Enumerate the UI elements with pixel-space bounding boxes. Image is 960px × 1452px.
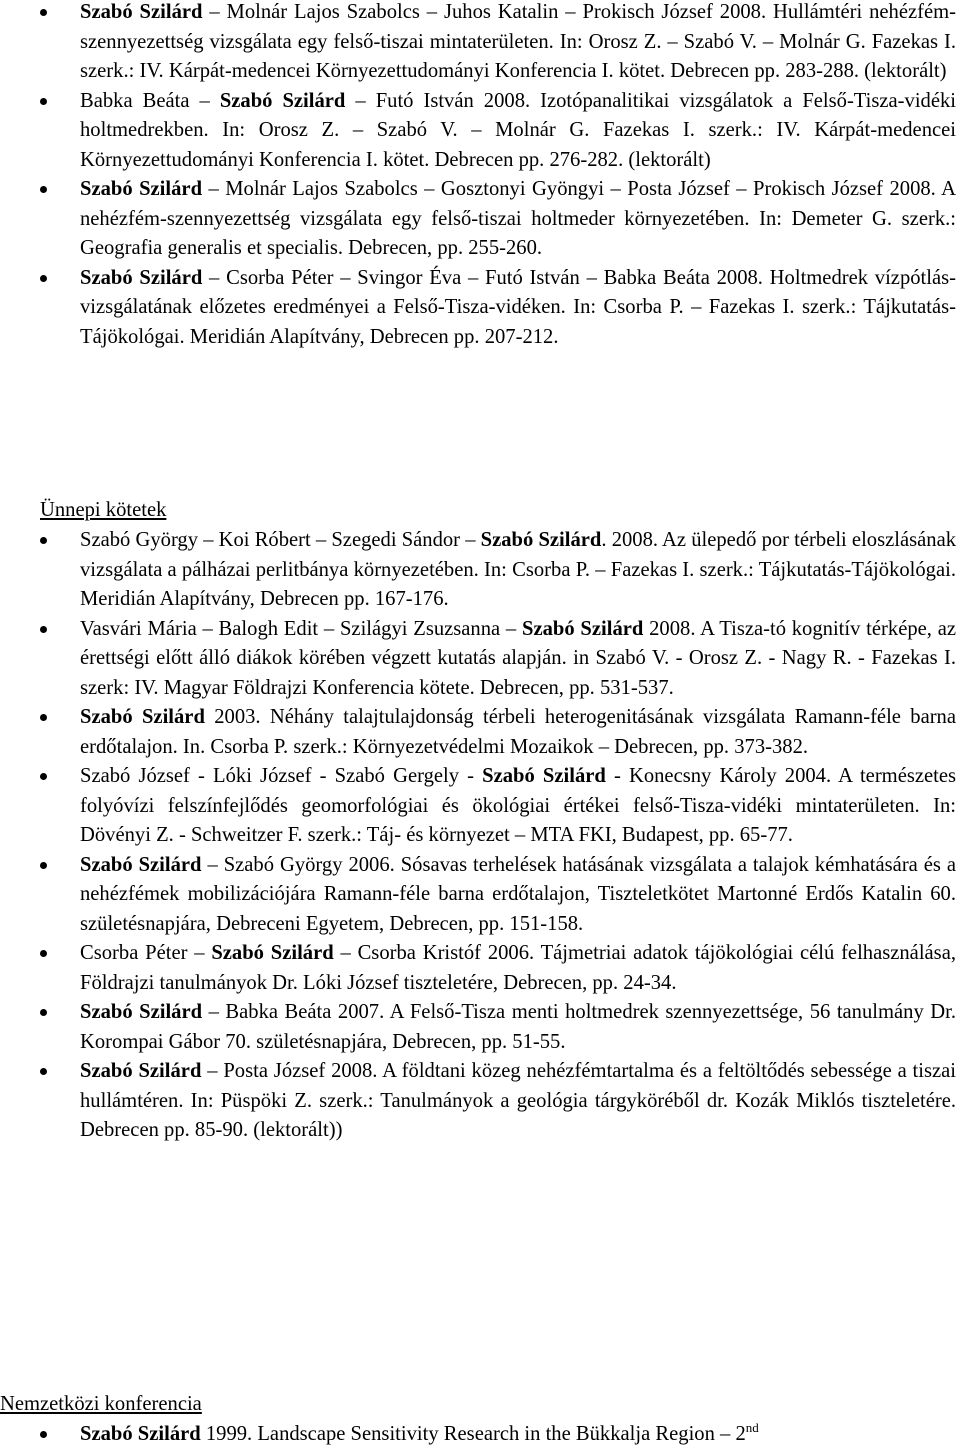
list-item	[0, 615, 960, 704]
list-item	[0, 939, 960, 998]
ordinal-suffix: nd	[745, 1420, 759, 1435]
reference-text: – Futó István 2008. Izotópanalitikai vizsgálatok a Felső-Tisza-vidéki holtmedrekben. In: Orosz Z. – Szabó V. – Molnár G. Fazekas I. szerk.: IV. Kárpát-medencei Környezettudományi Konferencia I. kötet. Debrecen pp. 276-282. (lektorált)	[80, 89, 957, 171]
author-name: Szabó Szilárd	[211, 942, 334, 964]
reference-text: 2008. A Tisza-tó kognitív térképe, az érettségi előtt álló diákok körében végzett kutatás alapján. in Szabó V. - Orosz Z. - Nagy R. - Fazekas I. szerk: IV. Magyar Földrajzi Konferencia kötete. Debrecen, pp. 531-537.	[80, 617, 956, 699]
reference-text: – Molnár Lajos Szabolcs – Gosztonyi Gyöngyi – Posta József – Prokisch József 2008. A nehézfém-szennyezettség vizsgálata egy felső-tiszai holtmeder környezetében. In: Demeter G. szerk.: Geografia generalis et specialis. Debrecen, pp. 255-260.	[80, 178, 957, 259]
author-name: Szabó Szilárd	[80, 1001, 203, 1023]
author-name: Szabó Szilárd	[80, 853, 202, 876]
reference-text: – Csorba Péter – Svingor Éva – Futó István – Babka Beáta 2008. Holtmedrek vízpótlás-vizsgálatának előzetes eredményei a Felső-Tisza-vidéken. In: Csorba P. – Fazekas I. szerk.: Tájkutatás-Tájökológai. Meridián Alapítvány, Debrecen pp. 207-212.	[80, 266, 956, 348]
list-item	[0, 87, 960, 176]
reference-coauthors: Szabó György – Koi Róbert – Szegedi Sándor –	[80, 529, 481, 551]
list-item	[0, 175, 960, 264]
author-name: Szabó Szilárd	[522, 617, 644, 640]
list-item	[0, 703, 960, 762]
list-item	[0, 851, 960, 940]
reference-text: – Szabó György 2006. Sósavas terhelések hatásának vizsgálata a talajok kémhatására és a nehézfémek mobilizációjára Ramann-féle barna erdőtalajon, Tiszteletkötet Martonné Erdős Katalin 60. születésnapjára, Debreceni Egyetem, Debrecen, pp. 151-158.	[80, 853, 957, 935]
reference-list-festschrift	[0, 526, 960, 1146]
reference-text: - Konecsny Károly 2004. A természetes folyóvízi felszínfejlődés geomorfológiai és ökológiai értékei felső-Tisza-vidéki mintaterületen. In: Dövényi Z. - Schweitzer F. szerk.: Táj- és környezet – MTA FKI, Budapest, pp. 65-77.	[80, 765, 957, 846]
reference-coauthors: Vasvári Mária – Balogh Edit – Szilágyi Zsuzsanna –	[80, 617, 523, 640]
reference-text: 1999. Landscape Sensitivity Research in the Bükkalja Region – 2	[200, 1423, 746, 1445]
section-heading-international-conference: Nemzetközi konferencia	[0, 1393, 202, 1415]
reference-text: . 2008. Az ülepedő por térbeli eloszlásának vizsgálata a pálházai perlitbánya környezetében. In: Csorba P. – Fazekas I. szerk.: Tájkutatás-Tájökológai. Meridián Alapítvány, Debrecen pp. 167-176.	[80, 529, 957, 610]
reference-text: – Posta József 2008. A földtani közeg nehézfémtartalma és a feltöltődés sebessége a tiszai hullámtéren. In: Püspöki Z. szerk.: Tanulmányok a geológia tárgyköréből dr. Kozák Miklós tiszteletére. Debrecen pp. 85-90. (lektorált))	[80, 1060, 957, 1141]
author-name: Szabó Szilárd	[80, 266, 203, 289]
reference-coauthors: Babka Beáta –	[80, 89, 220, 112]
section-heading-festschrift: Ünnepi kötetek	[40, 499, 167, 521]
list-item	[0, 762, 960, 851]
author-name: Szabó Szilárd	[80, 1060, 202, 1082]
author-name: Szabó Szilárd	[80, 178, 203, 200]
reference-text: – Babka Beáta 2007. A Felső-Tisza menti holtmedrek szennyezettsége, 56 tanulmány Dr. Korompai Gábor 70. születésnapjára, Debrecen, pp. 51-55.	[80, 1001, 956, 1053]
list-item	[0, 264, 960, 353]
author-name: Szabó Szilárd	[80, 1, 203, 23]
list-item	[0, 526, 960, 615]
list-item	[0, 998, 960, 1057]
reference-list-international	[0, 1420, 960, 1450]
author-name: Szabó Szilárd	[80, 1423, 201, 1445]
author-name: Szabó Szilárd	[480, 529, 602, 551]
list-item	[0, 1420, 960, 1450]
reference-text: 2003. Néhány talajtulajdonság térbeli heterogenitásának vizsgálata Ramann-féle barna erdőtalajon. In. Csorba P. szerk.: Környezetvédelmi Mozaikok – Debrecen, pp. 373-382.	[80, 706, 956, 758]
list-item	[0, 1057, 960, 1146]
reference-list-conference	[0, 0, 960, 352]
reference-text: – Molnár Lajos Szabolcs – Juhos Katalin – Prokisch József 2008. Hullámtéri nehézfém-szennyezettség vizsgálata egy felső-tiszai mintaterületen. In: Orosz Z. – Szabó V. – Molnár G. Fazekas I. szerk.: IV. Kárpát-medencei Környezettudományi Konferencia I. kötet. Debrecen pp. 283-288. (lektorált)	[80, 1, 957, 82]
author-name: Szabó Szilárd	[482, 765, 606, 787]
reference-coauthors: Csorba Péter –	[80, 942, 212, 964]
reference-text: – Csorba Kristóf 2006. Tájmetriai adatok tájökológiai célú felhasználása, Földrajzi tanulmányok Dr. Lóki József tiszteletére, Debrecen, pp. 24-34.	[80, 942, 956, 994]
reference-coauthors: Szabó József - Lóki József - Szabó Gergely -	[80, 765, 483, 787]
list-item	[0, 0, 960, 87]
author-name: Szabó Szilárd	[80, 706, 205, 728]
author-name: Szabó Szilárd	[219, 89, 346, 112]
